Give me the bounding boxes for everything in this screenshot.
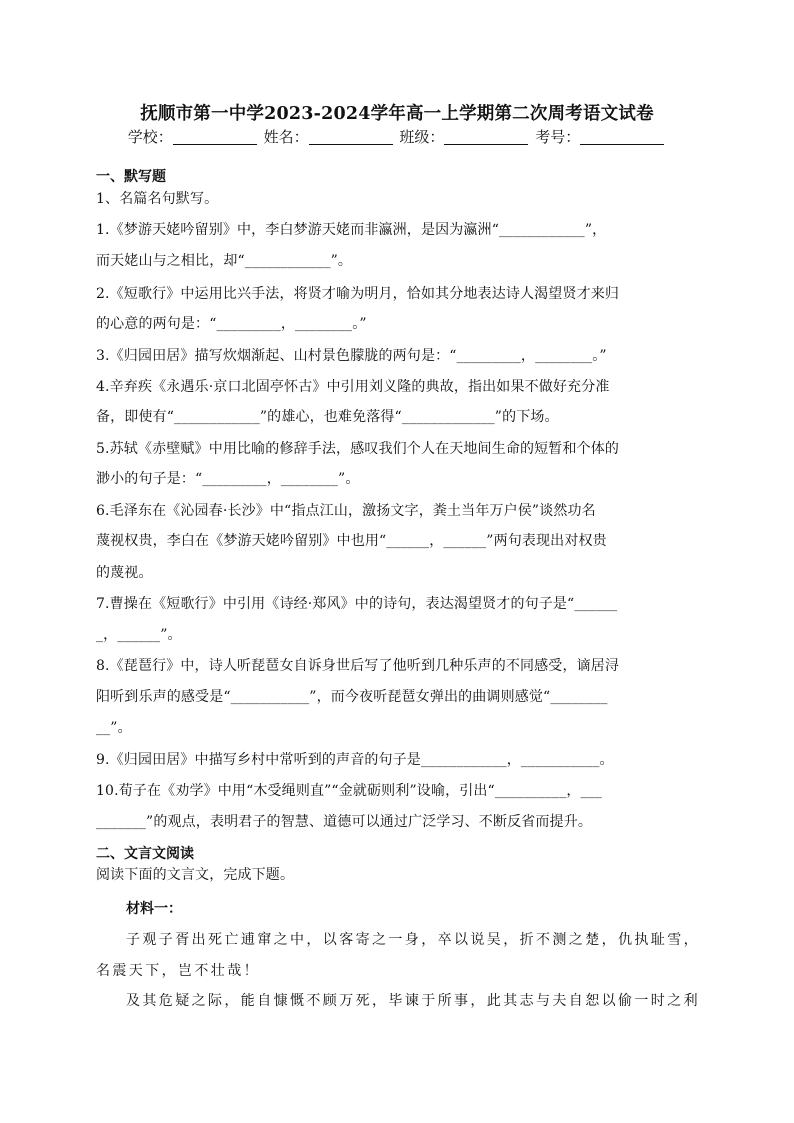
question-line: 1.《梦游天姥吟留别》中，李白梦游天姥而非瀛洲，是因为瀛洲“____________”， — [96, 222, 607, 238]
question-line: 8.《琵琶行》中，诗人听琵琶女自诉身世后写了他听到几种乐声的不同感受，谪居浔 — [96, 658, 620, 674]
question-line: 5.苏轼《赤壁赋》中用比喻的修辞手法，感叹我们个人在天地间生命的短暂和个体的 — [96, 441, 620, 457]
passage-line: 名震天下，岂不壮哉！ — [96, 963, 260, 979]
question-line: 渺小的句子是：“_________，________”。 — [96, 471, 360, 487]
passage-line: 子观子胥出死亡逋窜之中，以客寄之一身，卒以说吴，折不测之楚，仇执耻雪， — [126, 932, 700, 948]
question-line: 的心意的两句是：“_________，________。” — [96, 316, 367, 332]
question-line: _______”的观点，表明君子的智慧、道德可以通过广泛学习、不断反省而提升。 — [96, 814, 593, 830]
question-line: 而天姥山与之相比，却“____________”。 — [96, 253, 353, 269]
question-line: 蔑视权贵，李白在《梦游天姥吟留别》中也用“______，______”两句表现出对权贵 — [96, 533, 607, 549]
question-line: 7.曹操在《短歌行》中引用《诗经·郑风》中的诗句，表达渴望贤才的句子是“______ — [96, 596, 618, 612]
section-heading-classical: 二、文言文阅读 — [96, 846, 194, 862]
question-line: 的蔑视。 — [96, 565, 153, 581]
question-line: __”。 — [96, 720, 132, 736]
question-line: _，______”。 — [96, 627, 182, 643]
material-label: 材料一： — [126, 901, 182, 917]
section-heading-dictation: 一、默写题 — [96, 169, 166, 185]
question-line: 4.辛弃疾《永遇乐·京口北固亭怀古》中引用刘义隆的典故，指出如果不做好充分准 — [96, 379, 610, 395]
question-line: 3.《归园田居》描写炊烟渐起、山村景色朦胧的两句是：“_________，________。” — [96, 348, 607, 364]
question-line: 备，即使有“____________”的雄心，也难免落得“_____________”的下场。 — [96, 409, 559, 425]
question-line: 2.《短歌行》中运用比兴手法，将贤才喻为明月，恰如其分地表达诗人渴望贤才来归 — [96, 286, 620, 302]
exam-title: 抚顺市第一中学2023-2024学年高一上学期第二次周考语文试卷 — [140, 104, 654, 124]
school-blank[interactable] — [173, 130, 257, 145]
name-blank[interactable] — [309, 130, 393, 145]
question-line: 10.荀子在《劝学》中用“木受绳则直”“金就砺则利”设喻，引出“__________，___ — [96, 783, 602, 799]
class-label: 班级： — [399, 128, 445, 146]
school-label: 学校： — [127, 128, 173, 146]
class-blank[interactable] — [444, 130, 528, 145]
question-line: 9.《归园田居》中描写乡村中常听到的声音的句子是____________，___________。 — [96, 752, 614, 768]
exam-number-label: 考号： — [535, 128, 581, 146]
dictation-instruction: 1、名篇名句默写。 — [96, 191, 219, 207]
student-info-row — [96, 126, 698, 147]
reading-instruction: 阅读下面的文言文，完成下题。 — [96, 867, 295, 883]
question-line: 6.毛泽东在《沁园春·长沙》中“指点江山，激扬文字，粪土当年万户侯”谈然功名 — [96, 503, 596, 519]
exam-number-blank[interactable] — [580, 130, 664, 145]
name-label: 姓名： — [263, 128, 309, 146]
question-line: 阳听到乐声的感受是“___________”，而今夜听琵琶女弹出的曲调则感觉“________ — [96, 689, 608, 705]
passage-line: 及其危疑之际，能自慷慨不顾万死，毕谏于所事，此其志与夫自恕以偷一时之利 — [126, 993, 700, 1009]
